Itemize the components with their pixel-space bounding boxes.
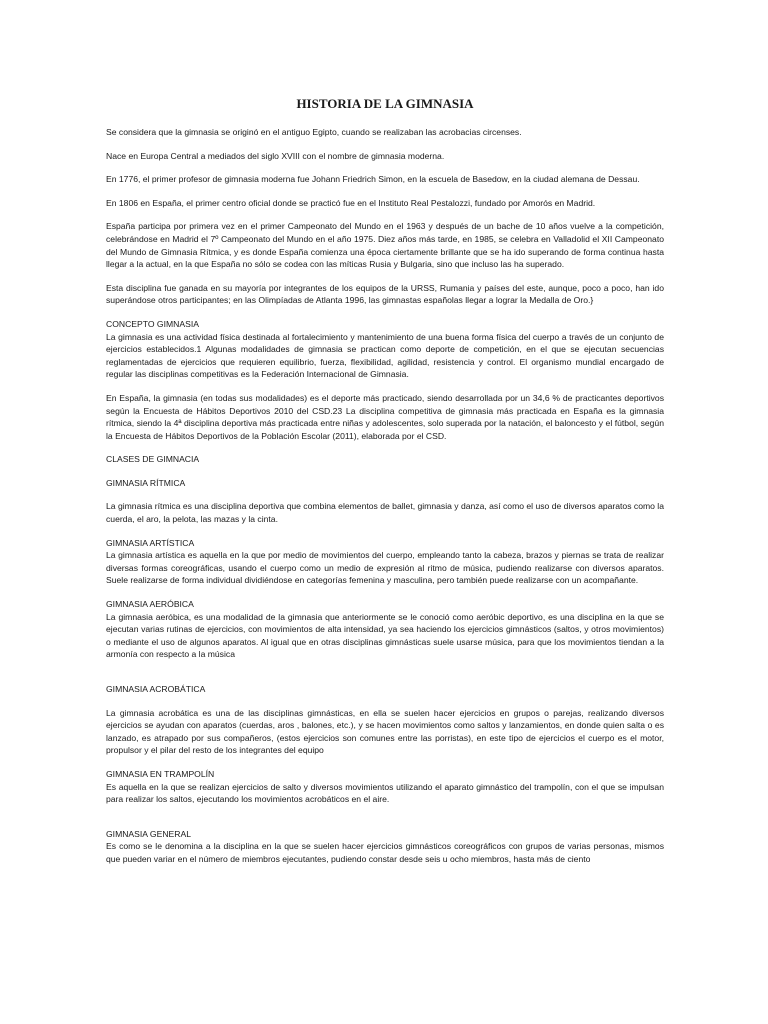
paragraph-1776: En 1776, el primer profesor de gimnasia moderna fue Johann Friedrich Simon, en la escuela de Basedow, en la ciudad alemana de Dessau. (106, 174, 640, 185)
paragraph-trampolin: Es aquella en la que se realizan ejercicios de salto y diversos movimientos utilizando el aparato gimnástico del trampolín, con el que se impulsan para realizar los saltos, ejecutando los movimientos acrobáticos en el aire. (106, 781, 664, 805)
paragraph-1806: En 1806 en España, el primer centro oficial donde se practicó fue en el Instituto Real Pestalozzi, fundado por Amorós en Madrid. (106, 197, 596, 208)
heading-ritmica: GIMNASIA RÍTMICA (106, 477, 186, 488)
heading-concepto: CONCEPTO GIMNASIA (106, 318, 199, 329)
heading-acrobatica: GIMNASIA ACROBÁTICA (106, 684, 206, 694)
paragraph-artistica: La gimnasia artística es aquella en la que por medio de movimientos del cuerpo, empleando tanto la cabeza, brazos y piernas se trata de realizar diversas formas coreográficas, usando el cuerpo como un medio de expresión al ritmo de música, pudiendo realizarse con diversos aparatos. Suele realizarse de forma individual dividiéndose en categorías femenina y masculina, pero también puede realizarse con un acompañante. (106, 550, 664, 586)
paragraph-spain-stats: En España, la gimnasia (en todas sus modalidades) es el deporte más practicado, siendo desarrollada por un 34,6 % de practicantes deportivos según la Encuesta de Hábitos Deportivos 2010 del CSD.23 La disciplina competitiva de gimnasia más practicada en España es la gimnasia rítmica, siendo la 4ª disciplina deportiva más practicada entre niñas y adolescentes, solo superada por la natación, el baloncesto y el fútbol, según la Encuesta de Hábitos Deportivos de la Población Escolar (2011), elaborada por el CSD. (106, 392, 664, 441)
heading-general: GIMNASIA GENERAL (106, 828, 192, 839)
paragraph-spain-championship: España participa por primera vez en el primer Campeonato del Mundo en el 1963 y después de un bache de 10 años vuelve a la competición, celebrándose en Madrid el 7º Campeonato del Mundo en el año 1975. Diez años más tarde, en 1985, se celebra en Valladolid el XII Campeonato del Mundo de Gimnasia Rítmica, y es donde España comienza una época ciertamente brillante que se ha ido superando de forma continua hasta llegar a la actual, en la que España no sólo se codea con las míticas Rusia y Bulgaria, sino que incluso las ha superado. (106, 221, 664, 270)
paragraph-aerobica: La gimnasia aeróbica, es una modalidad de la gimnasia que anteriormente se le conoció como aeróbic deportivo, es una disciplina en la que se ejecutan varias rutinas de ejercicios, con movimientos de alta intensidad, ya sea haciendo los ejercicios gimnásticos (saltos, y otros movimientos) o mediante el uso de algunos aparatos. Al igual que en otras disciplinas gimnásticas suele usarse música, para que los movimientos tiendan a la armonía con respecto a la música (106, 611, 664, 660)
paragraph-concepto: La gimnasia es una actividad física destinada al fortalecimiento y mantenimiento de una buena forma física del cuerpo a través de un conjunto de ejercicios establecidos.1 Algunas modalidades de gimnasia se practican como deporte de competición, en el que se ejecutan secuencias reglamentadas de ejercicios que requieren equilibrio, fuerza, flexibilidad, agilidad, resistencia y control. El organismo mundial encargado de regular las disciplinas competitivas es la Federación Internacional de Gimnasia. (106, 331, 664, 380)
paragraph-ritmica: La gimnasia rítmica es una disciplina deportiva que combina elementos de ballet, gimnasia y danza, así como el uso de diversos aparatos como la cuerda, el aro, la pelota, las mazas y la cinta. (106, 501, 664, 525)
heading-artistica: GIMNASIA ARTÍSTICA (106, 537, 195, 548)
paragraph-central-europe: Nace en Europa Central a mediados del siglo XVIII con el nombre de gimnasia moderna. (106, 150, 445, 161)
paragraph-origin: Se considera que la gimnasia se originó en el antiguo Egipto, cuando se realizaban las acrobacias circenses. (106, 127, 522, 137)
document-title: HISTORIA DE LA GIMNASIA (296, 96, 474, 111)
paragraph-acrobatica: La gimnasia acrobática es una de las disciplinas gimnásticas, en ella se suelen hacer ejercicios en grupos o parejas, realizando diversos ejercicios se ayudan con aparatos (cuerdas, aros , balones, etc.), y se hacen movimientos como saltos y lanzamientos, en donde quien salta o es lanzado, es atrapado por sus compañeros, (estos ejercicios son comunes entre las porristas), en este tipo de ejercicios el cuerpo es el motor, propulsor y el pilar del resto de los integrantes del equipo (106, 707, 664, 756)
heading-clases: CLASES DE GIMNACIA (106, 454, 200, 465)
paragraph-general: Es como se le denomina a la disciplina en la que se suelen hacer ejercicios gimnásticos coreográficos con grupos de varias personas, mismos que pueden variar en el número de miembros ejecutantes, pudiendo constar desde seis u ocho miembros, hasta más de ciento (106, 841, 664, 864)
paragraph-urss: Esta disciplina fue ganada en su mayoría por integrantes de los equipos de la URSS, Rumania y países del este, aunque, poco a poco, han ido superándose otros participantes; en las Olimpíadas de Atlanta 1996, las gimnastas españolas llegar a lograr la Medalla de Oro.} (106, 282, 664, 306)
heading-aerobica: GIMNASIA AERÓBICA (106, 599, 194, 610)
heading-trampolin: GIMNASIA EN TRAMPOLÍN (106, 768, 215, 779)
